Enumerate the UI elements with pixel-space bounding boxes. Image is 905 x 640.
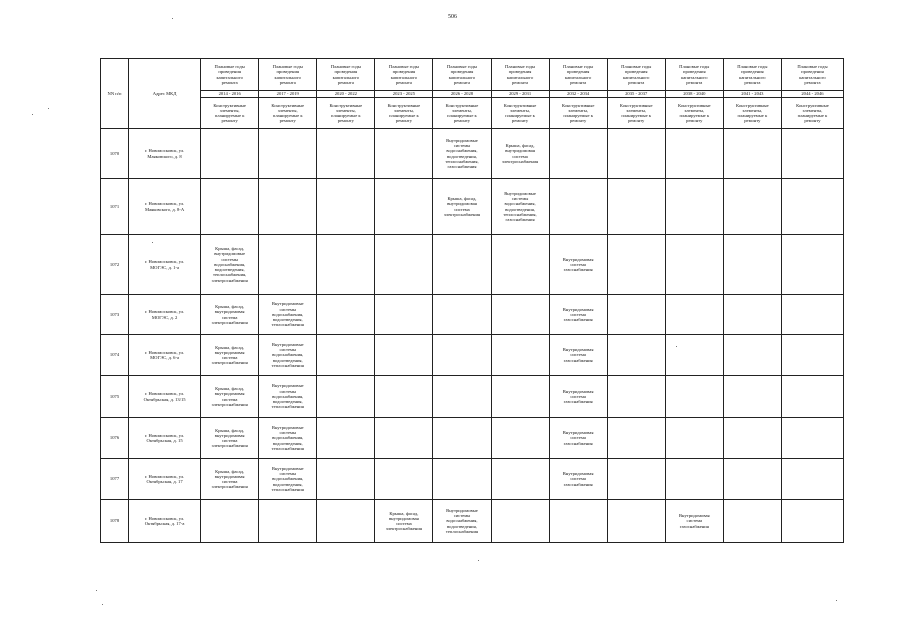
plan-cell: Крыша, фасад, внутридомовая система электроснабжения — [433, 179, 491, 235]
plan-cell — [491, 376, 549, 418]
plan-cell: Крыша, фасад, внутридомовая система электроснабжения — [201, 335, 259, 376]
header-address: Адрес МКД — [129, 59, 201, 129]
row-address: г. Новомосковск, ул. Октябрьская, д. 17 — [129, 459, 201, 500]
plan-cell: Крыша, фасад, внутридомовая система электроснабжения — [201, 459, 259, 500]
plan-cell — [665, 418, 723, 459]
plan-cell — [375, 295, 433, 335]
plan-cell — [549, 179, 607, 235]
row-address: г. Новомосковск, ул. Октябрьская, д. 15 — [129, 418, 201, 459]
plan-cell — [375, 418, 433, 459]
scan-speck — [836, 600, 837, 601]
plan-cell: Крыша, фасад, внутридомовая система электроснабжения — [375, 500, 433, 543]
plan-cell — [491, 459, 549, 500]
period-cell: 2020 - 2022 — [317, 91, 375, 98]
header-elements: Конструктивные элементы, планируемые к ремонту — [781, 98, 843, 129]
plan-cell — [781, 418, 843, 459]
plan-cell — [607, 179, 665, 235]
plan-cell — [375, 179, 433, 235]
header-planned-years: Плановые годы проведения капитального ремонта — [201, 59, 259, 91]
table-row — [101, 376, 844, 418]
plan-cell: Внутридомовая система газоснабжения — [549, 459, 607, 500]
header-planned-years: Плановые годы проведения капитального ремонта — [665, 59, 723, 91]
plan-cell — [607, 335, 665, 376]
plan-cell: Внутридомовые системы водоснабжения, водоотведения, теплоснабжения, газоснабжения — [491, 179, 549, 235]
plan-cell — [317, 418, 375, 459]
plan-cell — [665, 459, 723, 500]
plan-cell — [781, 179, 843, 235]
header-elements: Конструктивные элементы, планируемые к ремонту — [317, 98, 375, 129]
plan-cell: Внутридомовые системы водоснабжения, водоотведения, теплоснабжения — [433, 500, 491, 543]
plan-cell — [317, 376, 375, 418]
period-cell: 2035 - 2037 — [607, 91, 665, 98]
plan-cell: Внутридомовые системы водоснабжения, водоотведения, теплоснабжения — [259, 295, 317, 335]
plan-cell: Внутридомовая система газоснабжения — [549, 418, 607, 459]
plan-cell: Крыша, фасад, внутридомовая система электроснабжения — [201, 295, 259, 335]
period-cell: 2029 - 2031 — [491, 91, 549, 98]
plan-cell — [201, 179, 259, 235]
header-elements: Конструктивные элементы, планируемые к ремонту — [201, 98, 259, 129]
table-row — [101, 295, 844, 335]
header-row-elements — [101, 98, 844, 129]
plan-cell — [781, 129, 843, 179]
plan-cell — [607, 500, 665, 543]
plan-cell: Внутридомовые системы водоснабжения, водоотведения, теплоснабжения, газоснабжения — [433, 129, 491, 179]
plan-cell — [723, 235, 781, 295]
header-elements: Конструктивные элементы, планируемые к ремонту — [433, 98, 491, 129]
period-cell: 2017 - 2019 — [259, 91, 317, 98]
period-cell: 2044 - 2046 — [781, 91, 843, 98]
plan-cell — [665, 179, 723, 235]
plan-cell — [317, 459, 375, 500]
plan-cell — [491, 335, 549, 376]
plan-cell — [375, 459, 433, 500]
plan-cell — [723, 295, 781, 335]
plan-cell — [607, 295, 665, 335]
plan-cell — [781, 295, 843, 335]
header-planned-years: Плановые годы проведения капитального ремонта — [781, 59, 843, 91]
plan-cell — [665, 335, 723, 376]
plan-cell — [201, 129, 259, 179]
row-number: 1075 — [101, 376, 129, 418]
plan-cell: Внутридомовые системы водоснабжения, водоотведения, теплоснабжения — [259, 376, 317, 418]
plan-cell — [781, 335, 843, 376]
row-address: г. Новомосковск, ул. Октябрьская, д. 13/15 — [129, 376, 201, 418]
header-planned-years: Плановые годы проведения капитального ремонта — [549, 59, 607, 91]
plan-cell — [317, 179, 375, 235]
period-cell: 2038 - 2040 — [665, 91, 723, 98]
header-planned-years: Плановые годы проведения капитального ремонта — [607, 59, 665, 91]
row-address: г. Новомосковск, ул. Маяковского, д. 8 — [129, 129, 201, 179]
header-planned-years: Плановые годы проведения капитального ремонта — [317, 59, 375, 91]
row-number: 1071 — [101, 179, 129, 235]
plan-cell: Внутридомовая система газоснабжения — [549, 335, 607, 376]
plan-cell — [781, 500, 843, 543]
plan-cell — [723, 129, 781, 179]
row-address: г. Новомосковск, ул. Маяковского, д. 8-А — [129, 179, 201, 235]
header-elements: Конструктивные элементы, планируемые к ремонту — [723, 98, 781, 129]
plan-cell — [665, 129, 723, 179]
period-cell: 2026 - 2028 — [433, 91, 491, 98]
plan-cell: Внутридомовые системы водоснабжения, водоотведения, теплоснабжения — [259, 459, 317, 500]
plan-cell — [607, 418, 665, 459]
row-address: г. Новомосковск, ул. МОГЭС, д. 6-а — [129, 335, 201, 376]
period-cell: 2014 - 2016 — [201, 91, 259, 98]
table-row — [101, 335, 844, 376]
header-elements: Конструктивные элементы, планируемые к ремонту — [375, 98, 433, 129]
plan-cell — [549, 129, 607, 179]
plan-cell — [723, 376, 781, 418]
header-planned-years: Плановые годы проведения капитального ремонта — [433, 59, 491, 91]
plan-cell — [723, 500, 781, 543]
plan-cell — [375, 129, 433, 179]
header-elements: Конструктивные элементы, планируемые к ремонту — [549, 98, 607, 129]
period-cell: 2041 - 2043 — [723, 91, 781, 98]
plan-cell — [259, 129, 317, 179]
plan-cell — [723, 335, 781, 376]
plan-cell — [375, 335, 433, 376]
plan-cell — [665, 295, 723, 335]
scan-speck — [32, 114, 33, 115]
header-elements: Конструктивные элементы, планируемые к ремонту — [259, 98, 317, 129]
scan-speck — [676, 346, 677, 347]
plan-cell — [781, 235, 843, 295]
plan-cell — [723, 179, 781, 235]
plan-cell — [433, 335, 491, 376]
plan-cell: Внутридомовая система газоснабжения — [549, 376, 607, 418]
header-planned-years: Плановые годы проведения капитального ремонта — [375, 59, 433, 91]
plan-cell: Крыша, фасад, внутридомовые системы водоснабжения, водоотведения, теплоснабжения, электроснабжения — [201, 235, 259, 295]
plan-cell — [433, 376, 491, 418]
row-address: г. Новомосковск, ул. МОГЭС, д. 2 — [129, 295, 201, 335]
plan-cell: Внутридомовые системы водоснабжения, водоотведения, теплоснабжения — [259, 418, 317, 459]
plan-cell — [781, 376, 843, 418]
plan-cell — [433, 235, 491, 295]
header-elements: Конструктивные элементы, планируемые к ремонту — [491, 98, 549, 129]
plan-cell — [781, 459, 843, 500]
plan-cell — [201, 500, 259, 543]
scan-speck — [48, 108, 49, 109]
plan-cell: Внутридомовые системы водоснабжения, водоотведения, теплоснабжения — [259, 335, 317, 376]
page-number: 506 — [448, 14, 457, 20]
plan-cell: Внутридомовая система газоснабжения — [549, 295, 607, 335]
header-elements: Конструктивные элементы, планируемые к ремонту — [607, 98, 665, 129]
plan-cell — [317, 235, 375, 295]
plan-cell — [259, 179, 317, 235]
plan-cell — [549, 500, 607, 543]
header-row-period — [101, 59, 844, 91]
table-row — [101, 235, 844, 295]
plan-cell — [375, 376, 433, 418]
plan-cell — [607, 459, 665, 500]
row-number: 1074 — [101, 335, 129, 376]
table-row — [101, 500, 844, 543]
plan-cell — [607, 235, 665, 295]
header-planned-years: Плановые годы проведения капитального ремонта — [259, 59, 317, 91]
plan-cell: Внутридомовая система газоснабжения — [549, 235, 607, 295]
plan-cell — [317, 129, 375, 179]
plan-cell — [607, 129, 665, 179]
row-number: 1070 — [101, 129, 129, 179]
row-address: г. Новомосковск, ул. МОГЭС, д. 1-а — [129, 235, 201, 295]
plan-cell: Крыша, фасад, внутридомовая система электроснабжения — [491, 129, 549, 179]
plan-cell — [433, 418, 491, 459]
repair-schedule-table — [100, 58, 844, 543]
row-number: 1077 — [101, 459, 129, 500]
plan-cell — [607, 376, 665, 418]
table-row — [101, 459, 844, 500]
header-num: NN п/п — [101, 59, 129, 129]
plan-cell — [491, 295, 549, 335]
header-row-years — [101, 91, 844, 98]
scan-speck — [478, 560, 479, 561]
table-row — [101, 179, 844, 235]
plan-cell — [723, 418, 781, 459]
scan-speck — [102, 604, 103, 605]
period-cell: 2032 - 2034 — [549, 91, 607, 98]
scan-speck — [152, 242, 153, 243]
scan-speck — [172, 18, 173, 19]
plan-cell — [259, 500, 317, 543]
plan-cell: Крыша, фасад, внутридомовая система электроснабжения — [201, 418, 259, 459]
plan-cell: Внутридомовая система газоснабжения — [665, 500, 723, 543]
table-row — [101, 129, 844, 179]
row-address: г. Новомосковск, ул. Октябрьская, д. 17-а — [129, 500, 201, 543]
header-planned-years: Плановые годы проведения капитального ремонта — [491, 59, 549, 91]
row-number: 1076 — [101, 418, 129, 459]
table-row — [101, 418, 844, 459]
plan-cell — [375, 235, 433, 295]
plan-cell: Крыша, фасад, внутридомовая система электроснабжения — [201, 376, 259, 418]
plan-cell — [317, 295, 375, 335]
plan-cell — [665, 376, 723, 418]
row-number: 1073 — [101, 295, 129, 335]
plan-cell — [491, 500, 549, 543]
header-planned-years: Плановые годы проведения капитального ремонта — [723, 59, 781, 91]
period-cell: 2023 - 2025 — [375, 91, 433, 98]
scan-speck — [96, 590, 97, 591]
header-elements: Конструктивные элементы, планируемые к ремонту — [665, 98, 723, 129]
row-number: 1072 — [101, 235, 129, 295]
plan-cell — [491, 235, 549, 295]
plan-cell — [491, 418, 549, 459]
plan-cell — [317, 500, 375, 543]
plan-cell — [723, 459, 781, 500]
row-number: 1078 — [101, 500, 129, 543]
plan-cell — [665, 235, 723, 295]
plan-cell — [433, 295, 491, 335]
plan-cell — [433, 459, 491, 500]
plan-cell — [259, 235, 317, 295]
plan-cell — [317, 335, 375, 376]
